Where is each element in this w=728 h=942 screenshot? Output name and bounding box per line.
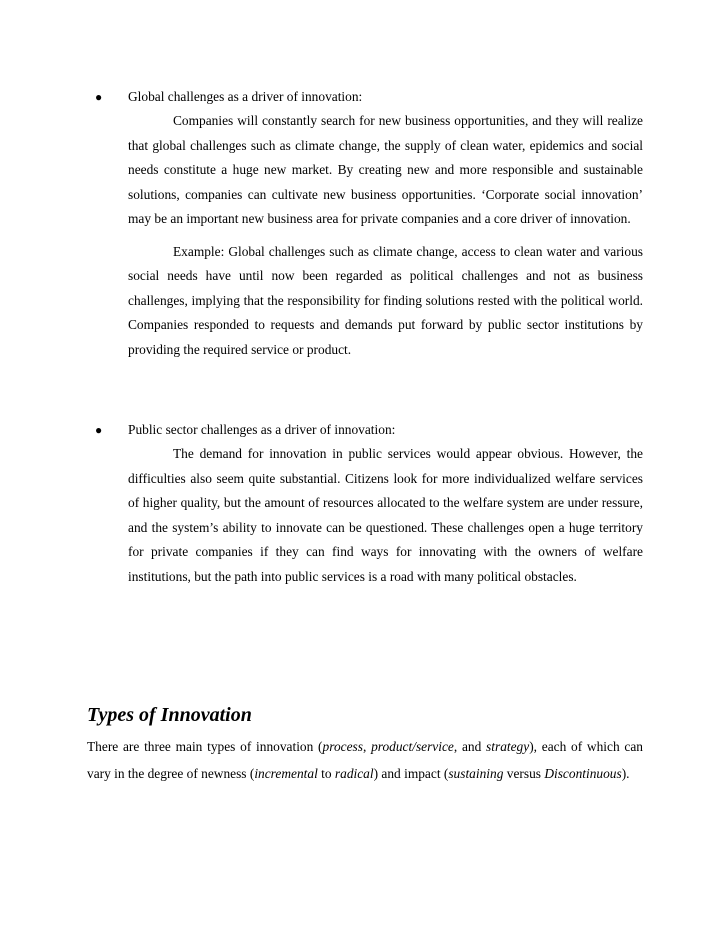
term-product-service: product/service — [371, 739, 454, 754]
bullet-dot-icon — [95, 424, 102, 436]
section-paragraph: There are three main types of innovation (process, product/service, and strategy), each of which can vary in the degree of newness (incremental to radical) and impact (sustaining versus Discontinuous). — [87, 739, 643, 781]
bullet-item-public-sector — [95, 421, 643, 589]
paragraph: The demand for innovation in public services would appear obvious. However, the difficulties also seem quite substantial. Citizens look for more individualized welfare services of higher quality, but the amount of resources allocated to the welfare system are under ressure, and the system’s ability to innovate can be questioned. These challenges open a huge territory for private companies if they can find ways for innovating with the owners of welfare institutions, but the path into public services is a road with many political obstacles. — [128, 446, 643, 584]
term-radical: radical — [334, 765, 374, 781]
bullet-item-global-challenges — [95, 88, 643, 362]
paragraph: Companies will constantly search for new business opportunities, and they will realize that global challenges such as climate change, the supply of clean water, epidemics and social needs constitute a huge new market. By creating new and more responsible and sustainable solutions, companies can cultivate new business opportunities. ‘Corporate social innovation’ may be an important new business area for private companies and a core driver of innovation. — [128, 113, 643, 226]
term-incremental: incremental — [254, 765, 318, 781]
bullet-heading: Public sector challenges as a driver of innovation: — [128, 422, 396, 437]
bullet-dot-icon — [95, 91, 102, 103]
bullet-heading: Global challenges as a driver of innovation: — [128, 89, 363, 104]
section-heading: Types of Innovation — [87, 704, 252, 726]
term-sustaining: sustaining — [448, 765, 504, 781]
term-process: process — [322, 739, 363, 754]
term-discontinuous: Discontinuous — [544, 765, 622, 781]
term-strategy: strategy — [486, 739, 530, 754]
paragraph: Example: Global challenges such as climate change, access to clean water and various social needs have until now been regarded as political challenges and not as business challenges, implying that the responsibility for finding solutions rested with the political world. Companies responded to requests and demands put forward by public sector institutions by providing the required service or product. — [128, 243, 643, 357]
